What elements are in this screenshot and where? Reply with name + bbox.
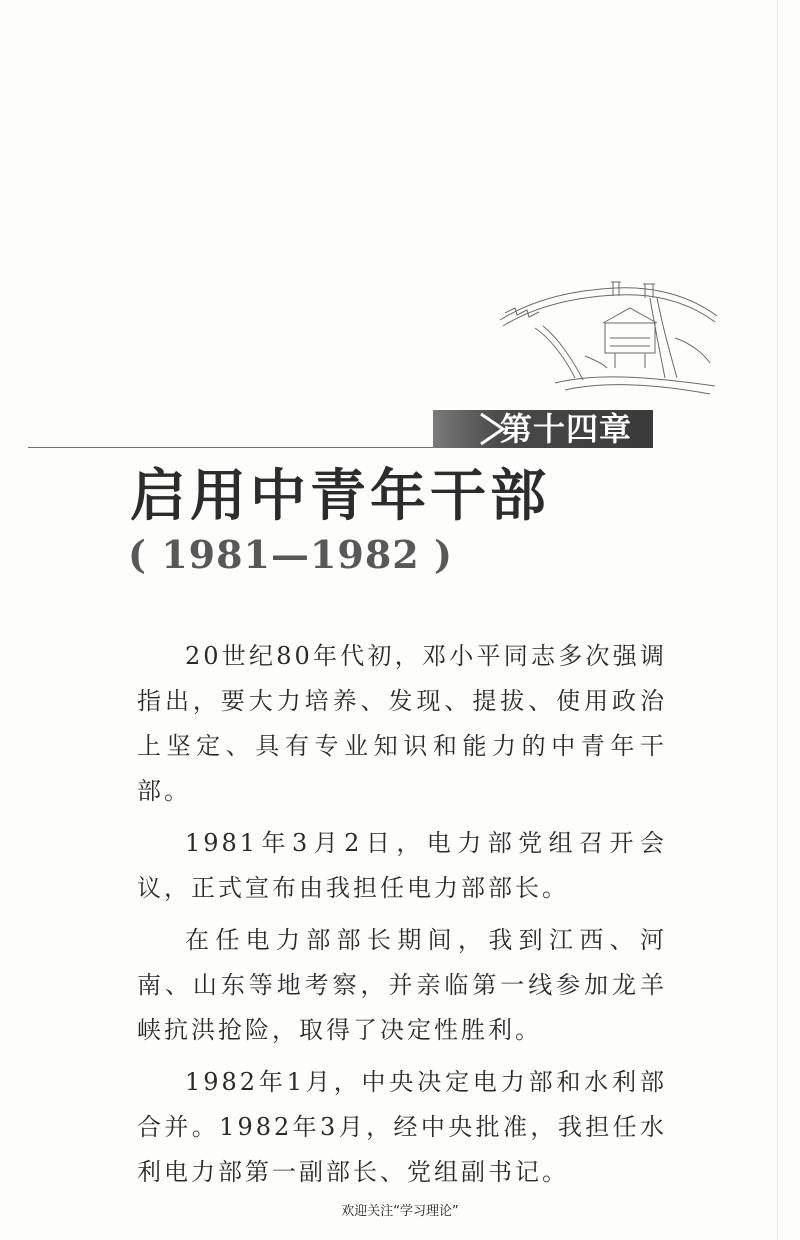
header-rule-line: [28, 447, 438, 448]
chapter-years: ( 1981—1982 ): [128, 532, 453, 577]
footer-caption: 欢迎关注“学习理论”: [341, 1204, 459, 1219]
chapter-title: 启用中青年干部: [130, 464, 550, 529]
great-wall-sketch-icon: [495, 268, 720, 398]
paragraph: 1982年1月，中央决定电力部和水利部合并。1982年3月，经中央批准，我担任水利电力部第一副部长、党组副书记。: [137, 1068, 667, 1186]
paragraph: 在任电力部部长期间，我到江西、河南、山东等地考察，并亲临第一线参加龙羊峡抗洪抢险，取得了决定性胜利。: [137, 926, 667, 1044]
chapter-number: 第十四章: [500, 410, 633, 448]
chapter-body: [137, 634, 667, 1202]
page-edge-line: [777, 0, 778, 1240]
paragraph: 1981年3月2日，电力部党组召开会议，正式宣布由我担任电力部部长。: [137, 829, 667, 902]
paragraph: 20世纪80年代初，邓小平同志多次强调指出，要大力培养、发现、提拔、使用政治上坚定、具有专业知识和能力的中青年干部。: [137, 642, 667, 805]
